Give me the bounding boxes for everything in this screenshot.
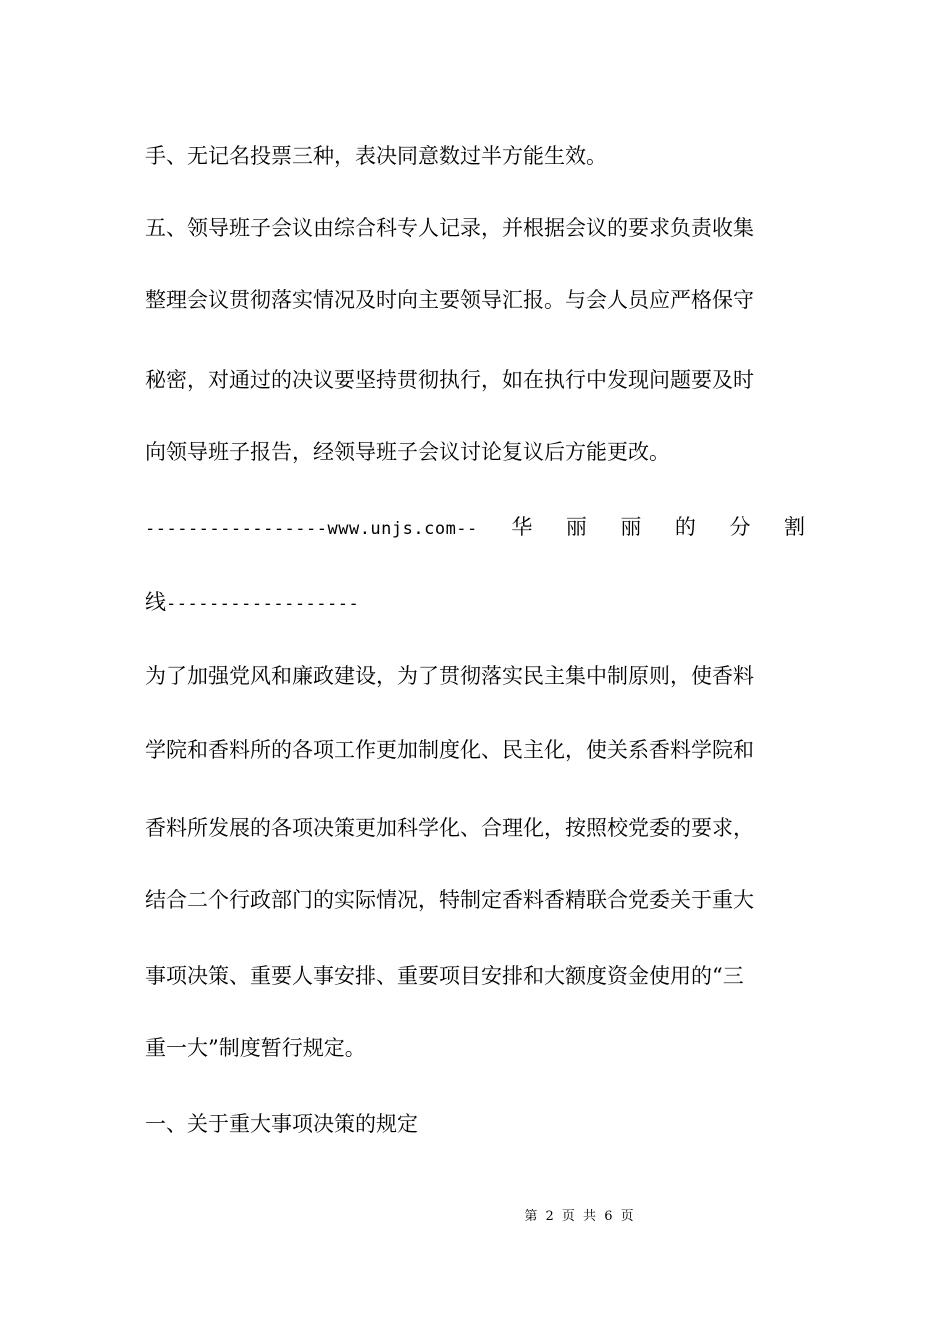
divider-char: 线 — [145, 590, 166, 614]
paragraph-line: 学院和香料所的各项工作更加制度化、民主化，使关系香料学院和 — [145, 738, 754, 762]
divider-dashes: ------------------ — [166, 594, 360, 614]
paragraph-line: 为了加强党风和廉政建设，为了贯彻落实民主集中制原则，使香料 — [145, 664, 754, 688]
page-number-footer: 第 2 页 共 6 页 — [524, 1209, 636, 1224]
paragraph-line: 整理会议贯彻落实情况及时向主要领导汇报。与会人员应严格保守 — [145, 288, 754, 312]
paragraph-line: 手、无记名投票三种，表决同意数过半方能生效。 — [145, 144, 607, 168]
paragraph-line: 秘密，对通过的决议要坚持贯彻执行，如在执行中发现问题要及时 — [145, 368, 754, 392]
divider-char: 丽 — [620, 515, 642, 539]
paragraph-line: 事项决策、重要人事安排、重要项目安排和大额度资金使用的“三 — [145, 964, 744, 988]
divider-char: 割 — [783, 515, 805, 539]
divider-char: 华 — [511, 515, 533, 539]
paragraph-line: 香料所发展的各项决策更加科学化、合理化，按照校党委的要求， — [145, 816, 754, 840]
divider-line — [145, 513, 805, 543]
paragraph-line: 向领导班子报告，经领导班子会议讨论复议后方能更改。 — [145, 440, 670, 464]
divider-char: 的 — [674, 515, 696, 539]
divider-line-continued — [145, 588, 805, 618]
section-heading: 一、关于重大事项决策的规定 — [145, 1112, 418, 1136]
divider-char: 分 — [729, 515, 751, 539]
paragraph-line: 重一大”制度暂行规定。 — [145, 1036, 366, 1060]
paragraph-line: 结合二个行政部门的实际情况，特制定香料香精联合党委关于重大 — [145, 888, 754, 912]
divider-prefix: -----------------www.unjs.com-- — [145, 519, 478, 539]
paragraph-line: 五、领导班子会议由综合科专人记录，并根据会议的要求负责收集 — [145, 216, 754, 240]
divider-char: 丽 — [565, 515, 587, 539]
